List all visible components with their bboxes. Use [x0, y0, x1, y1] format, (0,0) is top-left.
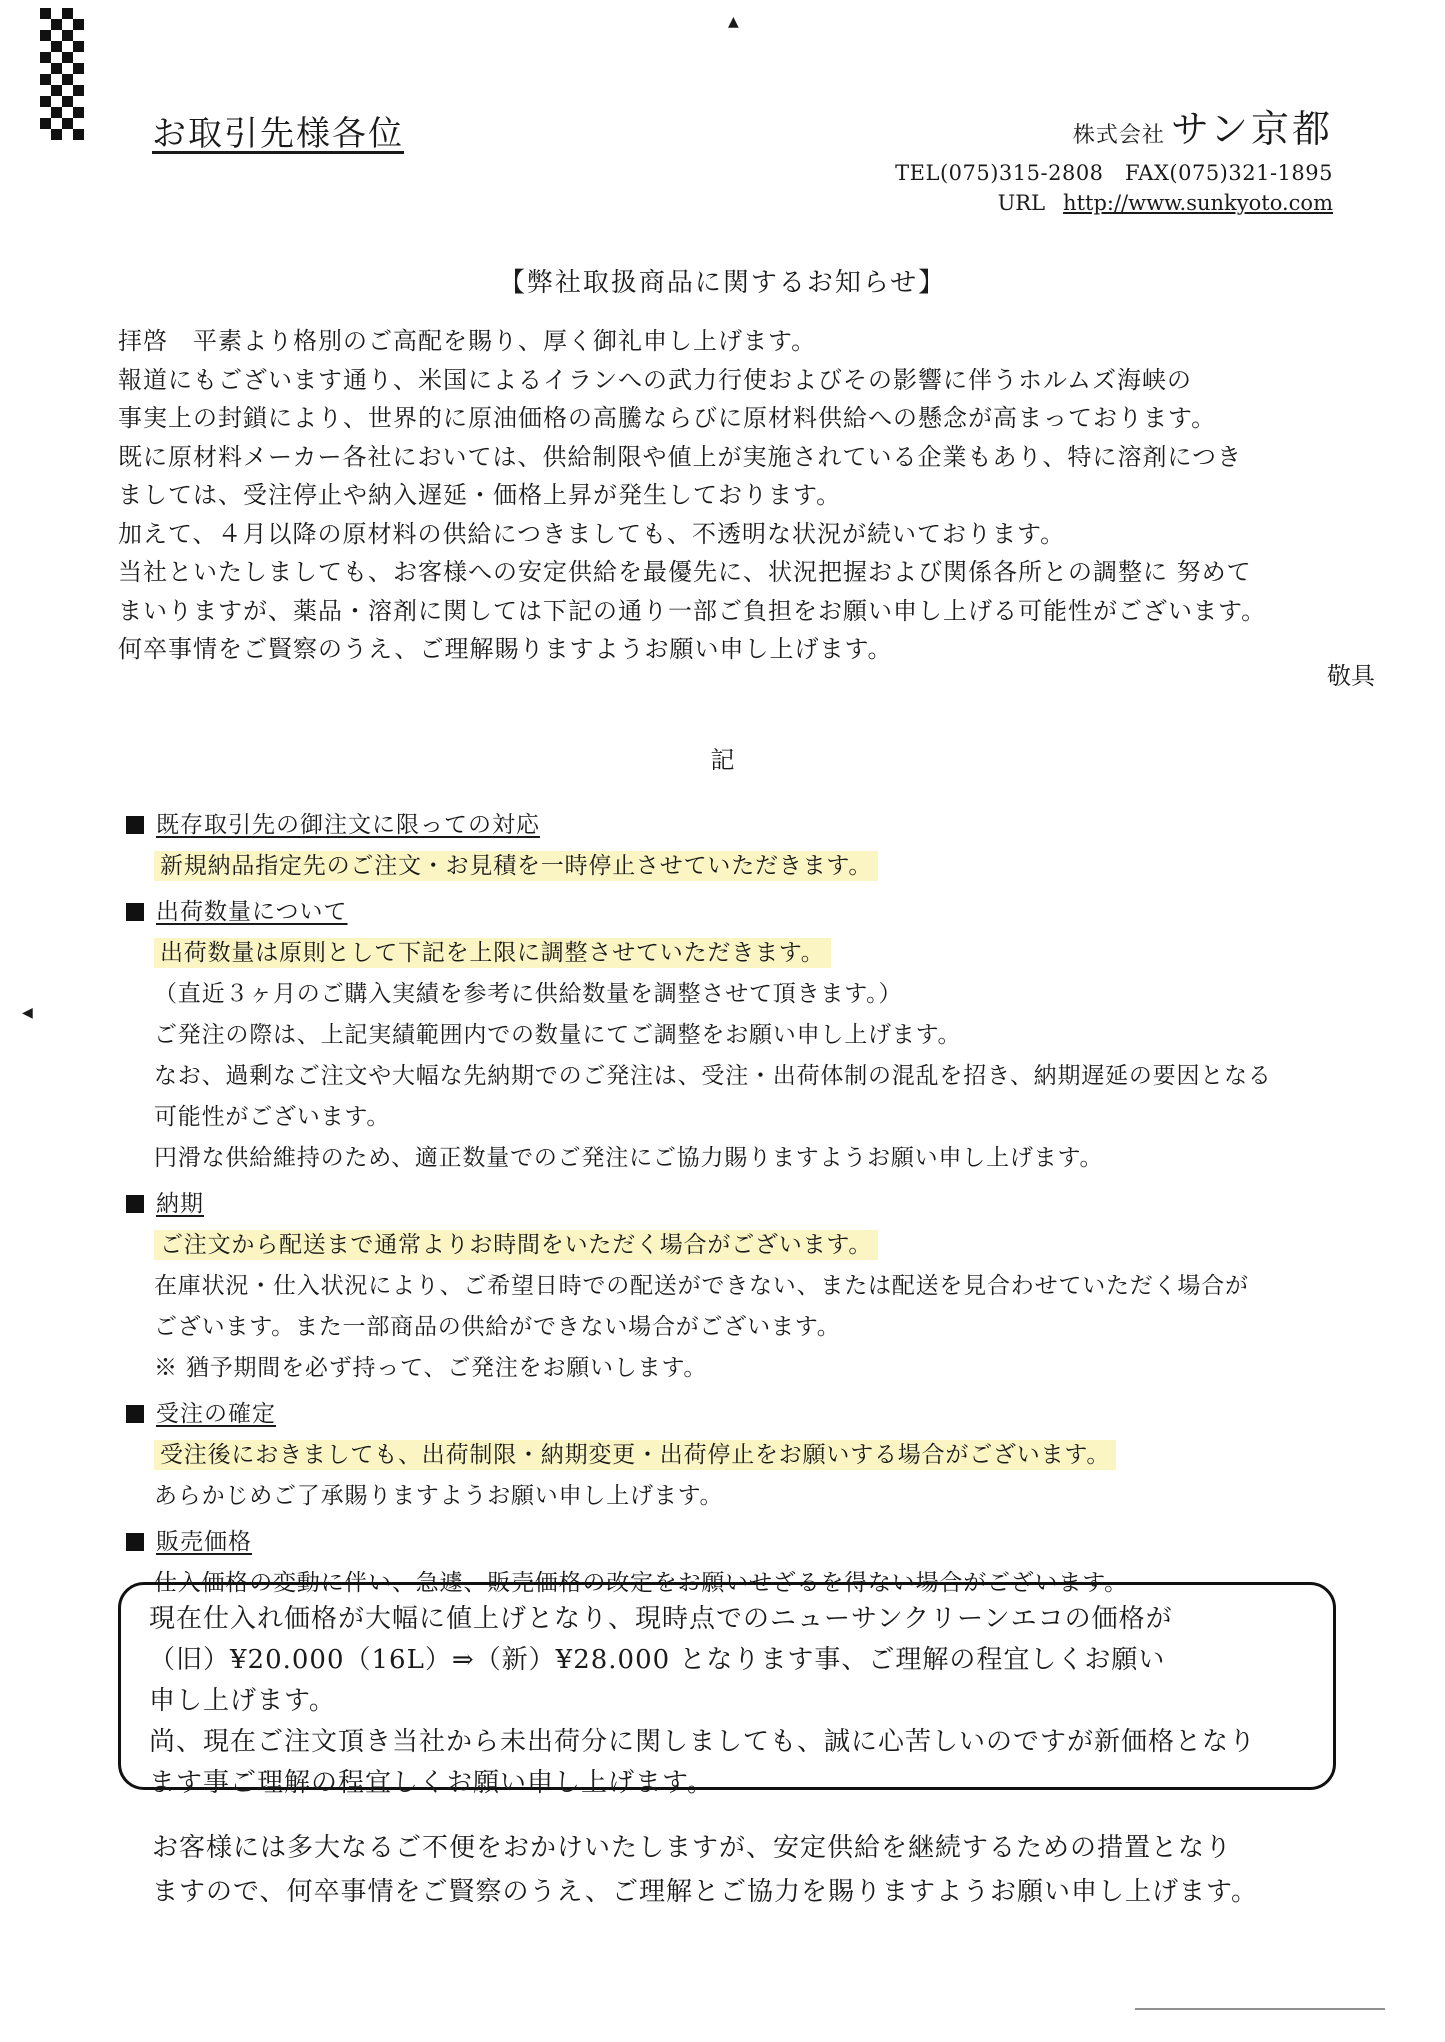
- price-notice-box: [118, 1582, 1336, 1798]
- section-line: [154, 1476, 1346, 1517]
- section-heading-text: 出荷数量について: [156, 899, 348, 925]
- checker-cell: [40, 74, 51, 85]
- company-block: [895, 98, 1333, 215]
- section-line: [154, 846, 1346, 887]
- section-heading: [126, 1525, 1346, 1559]
- section-line: [154, 1307, 1346, 1348]
- checker-cell: [62, 8, 73, 19]
- square-bullet-icon: [126, 903, 144, 921]
- checker-cell: [51, 85, 62, 96]
- checker-cell: [73, 96, 84, 107]
- notice-section: [126, 1187, 1346, 1389]
- price-box-line: 申し上げます。: [149, 1686, 336, 1716]
- triangle-left-mark: ◀: [22, 1005, 33, 1021]
- checker-cell: [62, 19, 73, 30]
- section-text: 在庫状況・仕入状況により、ご希望日時での配送ができない、または配送を見合わせていただく場合が: [154, 1273, 1249, 1299]
- company-url-line: [895, 191, 1333, 215]
- checker-cell: [73, 30, 84, 41]
- section-text: （直近３ヶ月のご購入実績を参考に供給数量を調整させて頂きます。）: [154, 981, 903, 1007]
- section-heading-text: 販売価格: [156, 1529, 252, 1555]
- section-line: [154, 1225, 1346, 1266]
- checker-cell: [40, 118, 51, 129]
- price-box-line: 尚、現在ご注文頂き当社から未出荷分に関しましても、誠に心苦しいのですが新価格となり: [149, 1727, 1257, 1757]
- square-bullet-icon: [126, 1195, 144, 1213]
- checker-cell: [62, 52, 73, 63]
- checker-cell: [40, 8, 51, 19]
- company-name: サン京都: [1170, 107, 1333, 151]
- notice-section: [126, 808, 1346, 887]
- company-url-link[interactable]: http://www.sunkyoto.com: [1063, 191, 1333, 215]
- checker-cell: [51, 129, 62, 140]
- checker-cell: [51, 107, 62, 118]
- section-line: [154, 933, 1346, 974]
- notice-sections: [126, 808, 1346, 1612]
- greeting-line: 既に原材料メーカー各社においては、供給制限や値上が実施されている企業もあり、特に溶剤につき: [118, 442, 1243, 471]
- company-prefix: 株式会社: [1072, 123, 1165, 148]
- checker-cell: [40, 19, 51, 30]
- section-line: [154, 1435, 1346, 1476]
- square-bullet-icon: [126, 1405, 144, 1423]
- checker-cell: [40, 41, 51, 52]
- section-heading: [126, 808, 1346, 842]
- section-text: なお、過剰なご注文や大幅な先納期でのご発注は、受注・出荷体制の混乱を招き、納期遅延の要因となる: [154, 1063, 1272, 1089]
- checker-cell: [62, 63, 73, 74]
- section-line: [154, 1266, 1346, 1307]
- checker-cell: [73, 118, 84, 129]
- checker-cell: [62, 41, 73, 52]
- section-text: ご発注の際は、上記実績範囲内での数量にてご調整をお願い申し上げます。: [154, 1022, 962, 1048]
- notice-title: 【弊社取扱商品に関するお知らせ】: [498, 268, 947, 298]
- checker-cell: [62, 107, 73, 118]
- highlighted-text: 新規納品指定先のご注文・お見積を一時停止させていただきます。: [154, 851, 878, 881]
- section-text: あらかじめご了承賜りますようお願い申し上げます。: [154, 1483, 724, 1509]
- checker-cell: [73, 107, 84, 118]
- checker-cell: [73, 19, 84, 30]
- checker-cell: [51, 74, 62, 85]
- checker-pattern: [40, 8, 84, 140]
- final-line: お客様には多大なるご不便をおかけいたしますが、安定供給を継続するための措置となり: [152, 1833, 1233, 1863]
- checker-cell: [62, 85, 73, 96]
- notice-section: [126, 895, 1346, 1179]
- section-line: [154, 974, 1346, 1015]
- ki-heading: 記: [710, 746, 735, 774]
- checker-cell: [62, 30, 73, 41]
- greeting-line: 拝啓 平素より格別のご高配を賜り、厚く御礼申し上げます。: [118, 327, 817, 355]
- section-heading: [126, 1397, 1346, 1431]
- section-line: [154, 1348, 1346, 1389]
- greeting-line: ましては、受注停止や納入遅延・価格上昇が発生しております。: [118, 481, 842, 509]
- checker-cell: [73, 129, 84, 140]
- checker-cell: [51, 118, 62, 129]
- corner-mark: [1135, 2008, 1385, 2010]
- final-paragraph: [152, 1826, 1258, 1914]
- square-bullet-icon: [126, 1533, 144, 1551]
- section-heading-text: 既存取引先の御注文に限っての対応: [156, 812, 540, 838]
- checker-cell: [62, 96, 73, 107]
- checker-cell: [40, 30, 51, 41]
- final-line: ますので、何卒事情をご賢察のうえ、ご理解とご協力を賜りますようお願い申し上げます。: [152, 1877, 1258, 1907]
- square-bullet-icon: [126, 816, 144, 834]
- greeting-line: 報道にもございます通り、米国によるイランへの武力行使およびその影響に伴うホルムズ海峡の: [118, 365, 1193, 394]
- price-box-line: （旧）¥20.000（16L）⇒（新）¥28.000 となります事、ご理解の程宜しくお願い: [149, 1645, 1166, 1675]
- checker-cell: [40, 129, 51, 140]
- checker-cell: [40, 52, 51, 63]
- checker-cell: [51, 63, 62, 74]
- checker-cell: [62, 118, 73, 129]
- section-heading: [126, 895, 1346, 929]
- section-text: ※ 猶予期間を必ず持って、ご発注をお願いします。: [154, 1355, 708, 1381]
- checker-cell: [40, 63, 51, 74]
- company-contact: TEL(075)315-2808 FAX(075)321-1895: [895, 161, 1333, 185]
- checker-cell: [40, 107, 51, 118]
- company-name-line: [895, 98, 1333, 153]
- section-text: 可能性がございます。: [154, 1104, 391, 1130]
- checker-cell: [51, 41, 62, 52]
- checker-cell: [73, 8, 84, 19]
- closing-word: 敬具: [1327, 662, 1375, 690]
- section-heading-text: 納期: [156, 1191, 204, 1217]
- checker-cell: [51, 8, 62, 19]
- greeting-line: 当社といたしましても、お客様への安定供給を最優先に、状況把握および関係各所との調整に 努めて: [118, 558, 1252, 586]
- section-text: 円滑な供給維持のため、適正数量でのご発注にご協力賜りますようお願い申し上げます。: [154, 1145, 1104, 1171]
- url-label: URL: [997, 191, 1046, 215]
- checker-cell: [73, 41, 84, 52]
- checker-cell: [51, 19, 62, 30]
- section-line: [154, 1056, 1346, 1097]
- checker-cell: [73, 85, 84, 96]
- checker-cell: [40, 85, 51, 96]
- notice-section: [126, 1397, 1346, 1517]
- greeting-line: 何卒事情をご賢察のうえ、ご理解賜りますようお願い申し上げます。: [118, 635, 893, 663]
- price-box-line: ます事ご理解の程宜しくお願い申し上げます。: [149, 1768, 714, 1798]
- checker-cell: [40, 96, 51, 107]
- checker-cell: [73, 52, 84, 63]
- highlighted-text: 受注後におきましても、出荷制限・納期変更・出荷停止をお願いする場合がございます。: [154, 1440, 1116, 1470]
- section-text: ございます。また一部商品の供給ができない場合がございます。: [154, 1314, 841, 1340]
- greeting-line: 事実上の封鎖により、世界的に原油価格の高騰ならびに原材料供給への懸念が高まっております。: [118, 404, 1217, 432]
- checker-cell: [51, 52, 62, 63]
- greeting-paragraph: [118, 322, 1348, 669]
- section-heading: [126, 1187, 1346, 1221]
- section-line: [154, 1097, 1346, 1138]
- checker-cell: [73, 74, 84, 85]
- highlighted-text: ご注文から配送まで通常よりお時間をいただく場合がございます。: [154, 1230, 878, 1260]
- greeting-line: 加えて、４月以降の原材料の供給につきましても、不透明な状況が続いております。: [118, 519, 1066, 548]
- section-line: [154, 1138, 1346, 1179]
- triangle-up-mark: ▲: [728, 14, 739, 30]
- section-line: [154, 1015, 1346, 1056]
- recipient-heading: お取引先様各位: [152, 114, 404, 154]
- checker-cell: [73, 63, 84, 74]
- checker-cell: [62, 129, 73, 140]
- checker-cell: [51, 96, 62, 107]
- price-box-line: 現在仕入れ価格が大幅に値上げとなり、現時点でのニューサンクリーンエコの価格が: [149, 1604, 1173, 1634]
- checker-cell: [51, 30, 62, 41]
- section-text: 仕入価格の変動に伴い、急遽、販売価格の改定をお願いせざるを得ない場合がございます。: [154, 1570, 1128, 1596]
- greeting-line: まいりますが、薬品・溶剤に関しては下記の通り一部ご負担をお願い申し上げる可能性がございます。: [118, 596, 1267, 625]
- checker-cell: [62, 74, 73, 85]
- highlighted-text: 出荷数量は原則として下記を上限に調整させていただきます。: [154, 938, 831, 968]
- section-heading-text: 受注の確定: [156, 1401, 276, 1427]
